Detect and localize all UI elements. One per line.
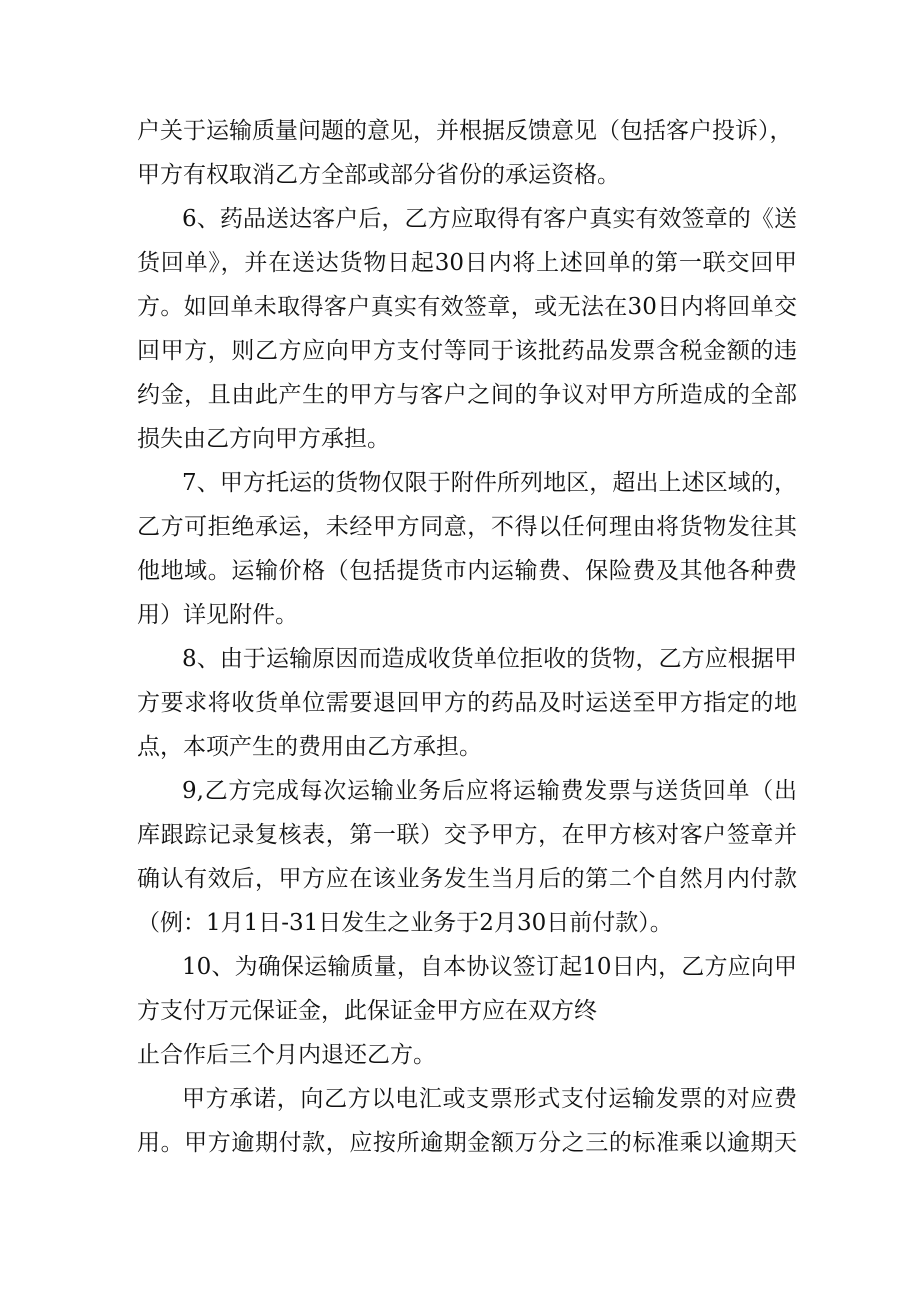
text-line: 回甲方，则乙方应向甲方支付等同于该批药品发票含税金额的违 [137,338,797,364]
text-line: 乙方可拒绝承运，未经甲方同意，不得以任何理由将货物发往其 [137,514,797,540]
text-line: 用。甲方逾期付款，应按所逾期金额万分之三的标准乘以逾期天 [137,1130,797,1156]
clause-commitment-line: 甲方承诺，向乙方以电汇或支票形式支付运输发票的对应费 [182,1086,797,1112]
text-line: （例：1月1日-31日发生之业务于2月30日前付款）。 [137,910,673,936]
clause-6-line: 6、药品送达客户后，乙方应取得有客户真实有效签章的《送 [182,206,797,232]
text-line: 方支付万元保证金，此保证金甲方应在双方终 [137,998,597,1024]
text-line: 甲方有权取消乙方全部或部分省份的承运资格。 [137,162,620,188]
clause-8-line: 8、由于运输原因而造成收货单位拒收的货物，乙方应根据甲 [182,646,797,672]
clause-10-line: 10、为确保运输质量，自本协议签订起10日内，乙方应向甲 [182,954,797,980]
text-line: 方要求将收货单位需要退回甲方的药品及时运送至甲方指定的地 [137,690,797,716]
text-line: 户关于运输质量问题的意见，并根据反馈意见（包括客户投诉）， [137,118,793,144]
text-line: 损失由乙方向甲方承担。 [137,426,390,452]
text-line: 止合作后三个月内退还乙方。 [137,1042,436,1068]
text-line: 点，本项产生的费用由乙方承担。 [137,734,482,760]
text-line: 用）详见附件。 [137,602,298,628]
clause-7-line: 7、甲方托运的货物仅限于附件所列地区，超出上述区域的， [182,470,797,496]
text-line: 约金，且由此产生的甲方与客户之间的争议对甲方所造成的全部 [137,382,797,408]
clause-9-line: 9,乙方完成每次运输业务后应将运输费发票与送货回单（出 [182,778,797,804]
text-line: 货回单》，并在送达货物日起30日内将上述回单的第一联交回甲 [137,250,797,276]
text-line: 确认有效后，甲方应在该业务发生当月后的第二个自然月内付款 [137,866,797,892]
text-line: 库跟踪记录复核表，第一联）交予甲方，在甲方核对客户签章并 [137,822,797,848]
text-line: 方。如回单未取得客户真实有效签章，或无法在30日内将回单交 [137,294,797,320]
text-line: 他地域。运输价格（包括提货市内运输费、保险费及其他各种费 [137,558,797,584]
